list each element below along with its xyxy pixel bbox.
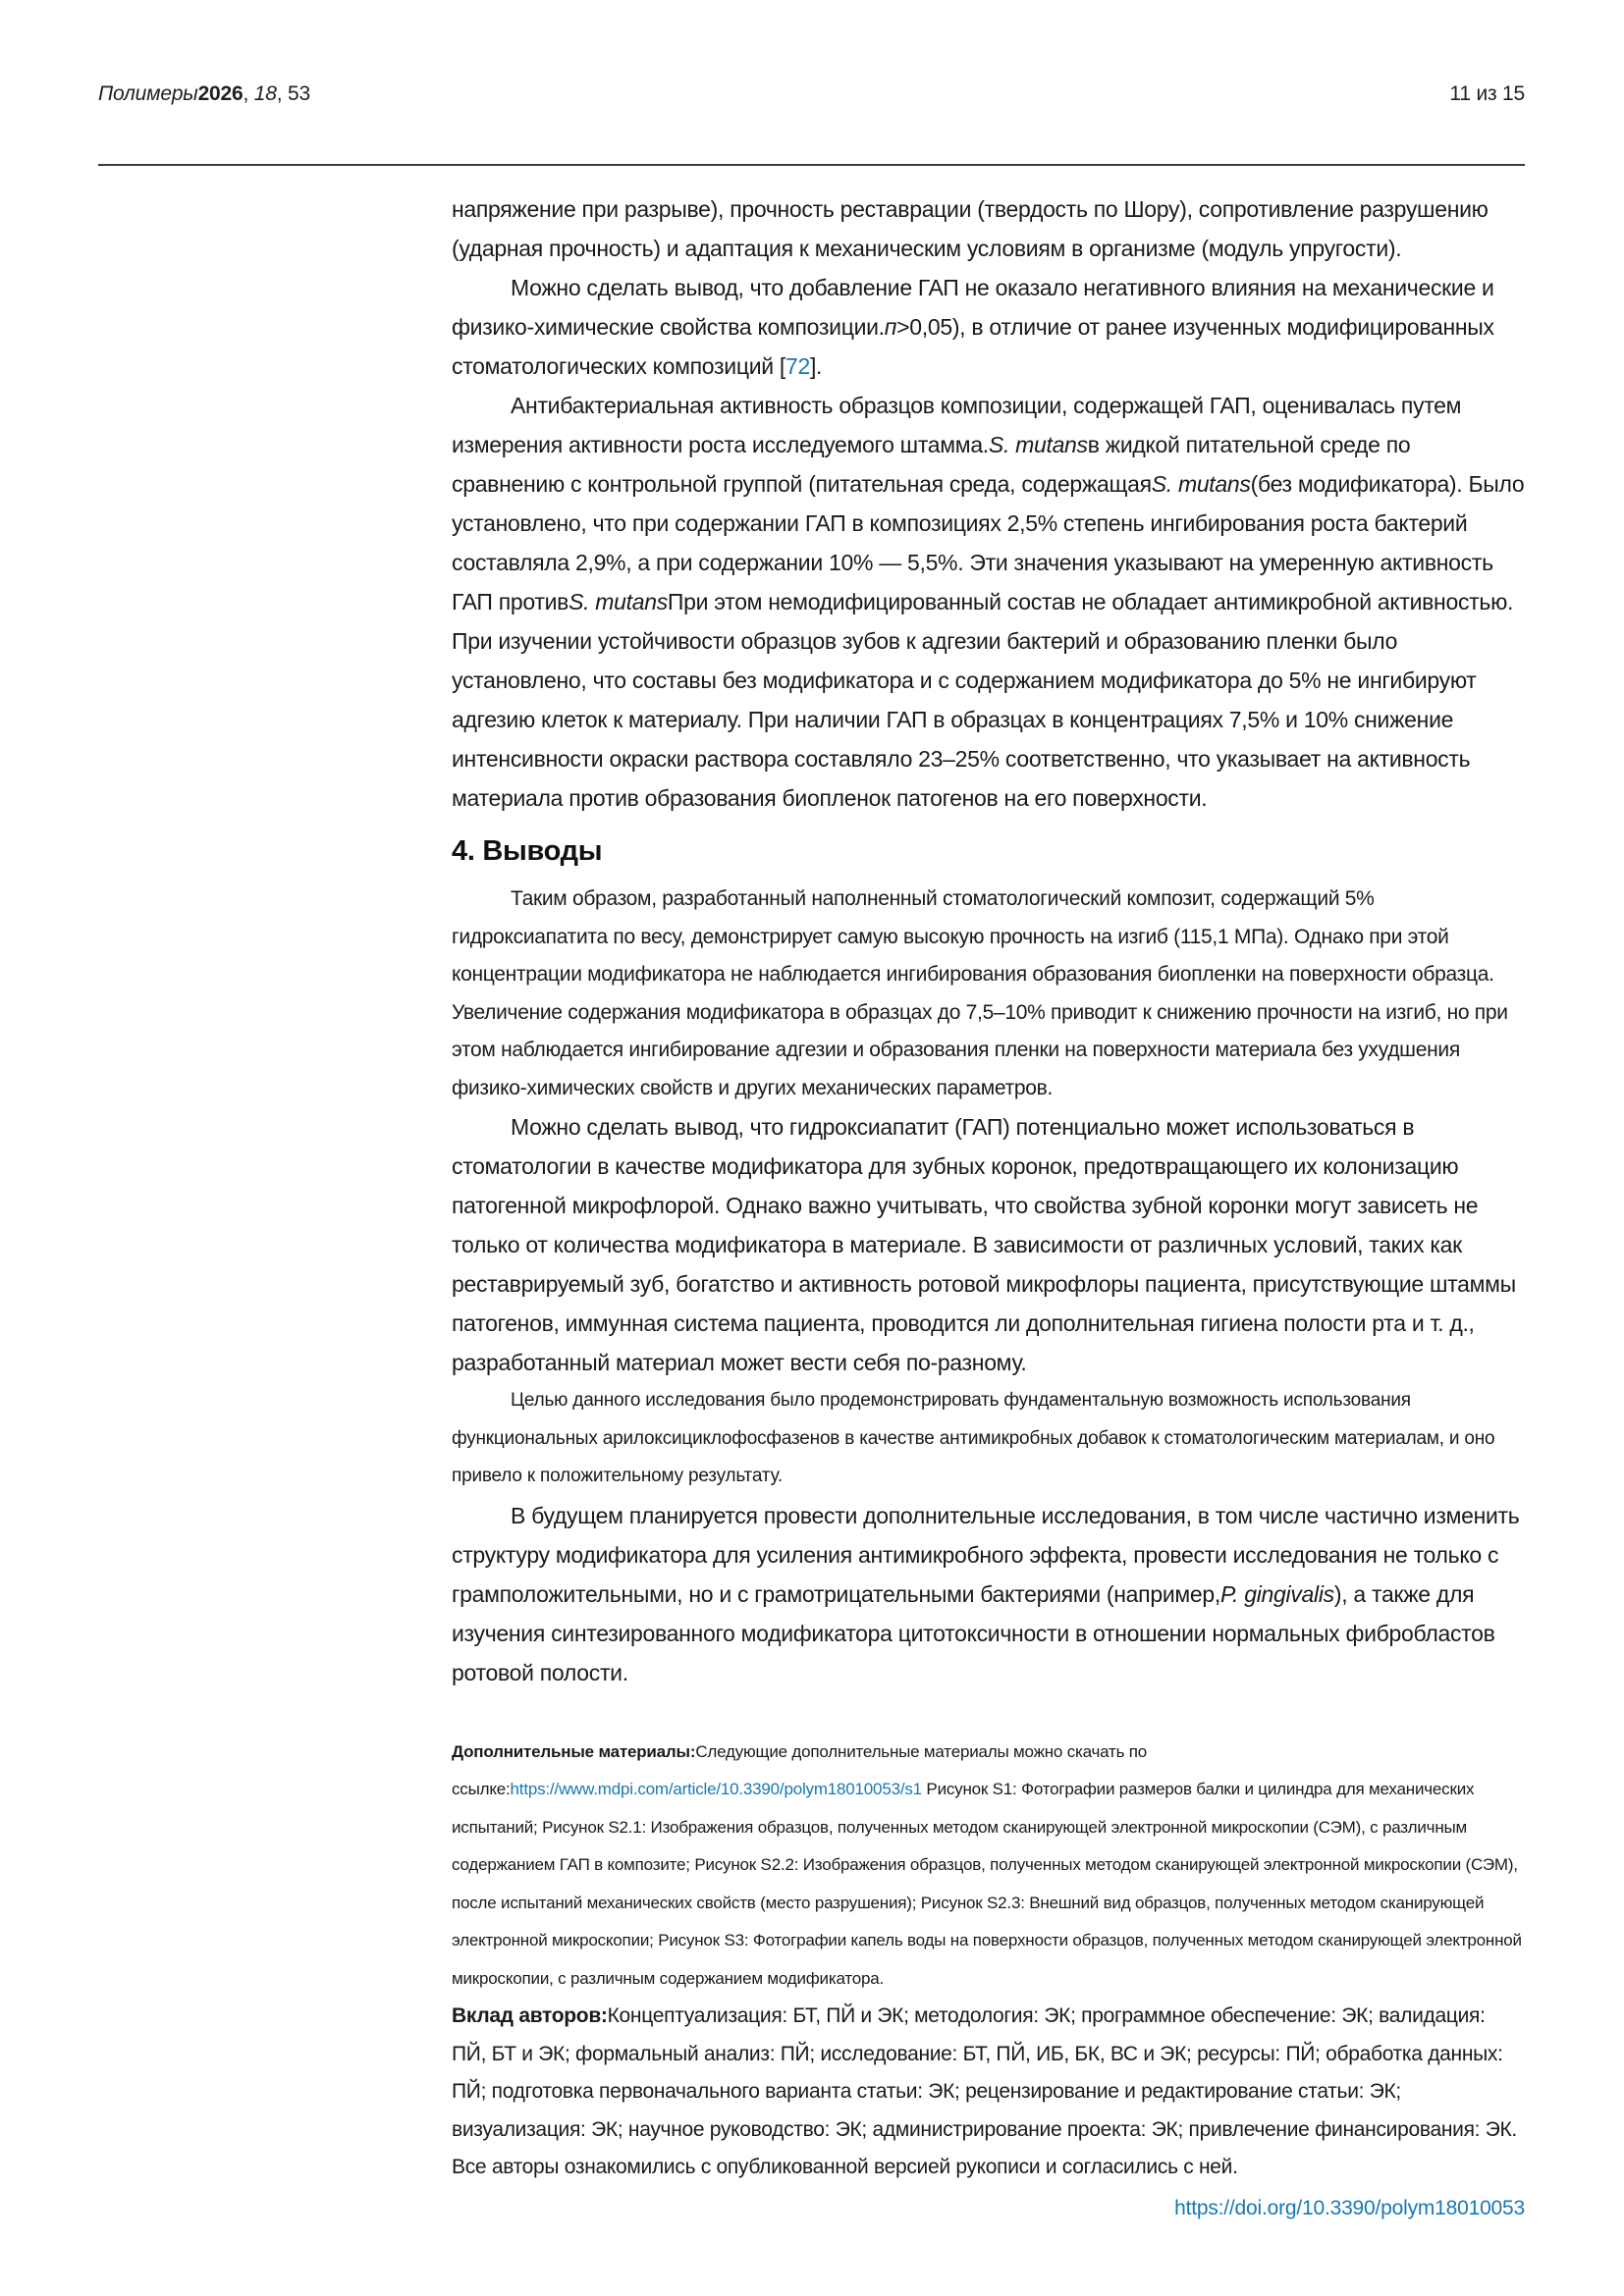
supplementary-materials-link[interactable]: https://www.mdpi.com/article/10.3390/polym18010053/s1 — [510, 1780, 922, 1798]
citation-separator: , — [243, 82, 254, 105]
journal-volume: 18 — [253, 82, 277, 105]
section-heading-conclusions: 4. Выводы — [452, 835, 603, 867]
supplementary-materials-section: Дополнительные материалы:Следующие дополнительные материалы можно скачать по ссылке:https://www.mdpi.com/article/10.3390/polym18010053/s1 Рисунок S1: Фотографии размеров балки и цилиндра для механических испытаний; Рисунок S2.1: Изображения образцов, полученных методом сканирующей электронной микроскопии (СЭМ), с различным содержанием ГАП в композите; Рисунок S2.2: Изображения образцов, полученных методом сканирующей электронной микроскопии (СЭМ), после испытаний механических свойств (место разрушения); Рисунок S2.3: Внешний вид образцов, полученных методом сканирующей электронной микроскопии; Рисунок S3: Фотографии капель воды на поверхности образцов, полученных методом сканирующей электронной микроскопии, с различным содержанием модификатора. — [452, 1741, 1522, 1988]
paragraph-study-goal: Целью данного исследования было продемонстрировать фундаментальную возможность использования функциональных арилоксициклофосфазенов в качестве антимикробных добавок к стоматологическим материалам, и оно привело к положительному результату. — [452, 1390, 1495, 1486]
article-body — [452, 189, 1525, 2187]
paragraph-conclusion-dental-crowns: Можно сделать вывод, что гидроксиапатит (ГАП) потенциально может использоваться в стоматологии в качестве модификатора для зубных коронок, предотвращающего их колонизацию патогенной микрофлорой. Однако важно учитывать, что свойства зубной коронки могут зависеть не только от количества модификатора в материале. В зависимости от различных условий, таких как реставрируемый зуб, богатство и активность ротовой микрофлоры пациента, присутствующие штаммы патогенов, иммунная система пациента, проводится ли дополнительная гигиена полости рта и т. д., разработанный материал может вести себя по-разному. — [452, 1114, 1516, 1375]
paragraph-future-research: В будущем планируется провести дополнительные исследования, в том числе частично изменить структуру модификатора для усиления антимикробного эффекта, провести исследования не только с грамположительными, но и с грамотрицательными бактериями (например,P. gingivalis), а также для изучения синтезированного модификатора цитотоксичности в отношении нормальных фибробластов ротовой полости. — [452, 1502, 1520, 1685]
paragraph-conclusion-flexural-strength: Таким образом, разработанный наполненный стоматологический композит, содержащий 5% гидроксиапатита по весу, демонстрирует самую высокую прочность на изгиб (115,1 МПа). Однако при этой концентрации модификатора не наблюдается ингибирования образования биопленки на поверхности образца. Увеличение содержания модификатора в образцах до 7,5–10% приводит к снижению прочности на изгиб, но при этом наблюдается ингибирование адгезии и образования пленки на поверхности материала без ухудшения физико-химических свойств и других механических параметров. — [452, 887, 1508, 1099]
journal-citation — [98, 82, 310, 106]
paragraph-mechanical-properties: напряжение при разрыве), прочность реставрации (твердость по Шору), сопротивление разрушению (ударная прочность) и адаптация к механическим условиям в организме (модуль упругости). — [452, 196, 1489, 261]
page-indicator: 11 из 15 — [1449, 82, 1525, 105]
species-p-gingivalis: P. gingivalis — [1219, 1580, 1334, 1607]
author-contributions-section: Вклад авторов:Концептуализация: БТ, ПЙ и ЭК; методология: ЭК; программное обеспечение: ЭК; валидация: ПЙ, БТ и ЭК; формальный анализ: ПЙ; исследование: БТ, ПЙ, ИБ, БК, ВС и ЭК; ресурсы: ПЙ; обработка данных: ПЙ; подготовка первоначального варианта статьи: ЭК; рецензирование и редактирование статьи: ЭК; визуализация: ЭК; научное руководство: ЭК; администрирование проекта: ЭК; привлечение финансирования: ЭК. Все авторы ознакомились с опубликованной версией рукописи и согласились с ней. — [452, 2004, 1517, 2178]
journal-article-number: , 53 — [276, 82, 310, 105]
journal-name: Полимеры — [98, 82, 198, 105]
species-s-mutans: S. mutans — [568, 589, 668, 614]
supplementary-materials-label: Дополнительные материалы: — [452, 1741, 696, 1761]
p-value-symbol: п — [884, 314, 897, 340]
journal-year: 2026 — [197, 82, 244, 105]
header-rule — [98, 164, 1525, 166]
paragraph-hap-conclusion: Можно сделать вывод, что добавление ГАП не оказало негативного влияния на механические и физико-химические свойства композиции.п>0,05), в отличие от ранее изученных модифицированных стоматологических композиций [72]. — [452, 275, 1494, 379]
running-header — [98, 82, 1525, 106]
author-contributions-label: Вклад авторов: — [452, 2004, 608, 2027]
paragraph-antibacterial-activity: Антибактериальная активность образцов композиции, содержащей ГАП, оценивалась путем измерения активности роста исследуемого штамма.S. mutansв жидкой питательной среде по сравнению с контрольной группой (питательная среда, содержащаяS. mutans(без модификатора). Было установлено, что при содержании ГАП в композициях 2,5% степень ингибирования роста бактерий составляла 2,9%, а при содержании 10% — 5,5%. Эти значения указывают на умеренную активность ГАП противS. mutansПри этом немодифицированный состав не обладает антимикробной активностью. При изучении устойчивости образцов зубов к адгезии бактерий и образованию пленки было установлено, что составы без модификатора и с содержанием модификатора до 5% не ингибируют адгезию клеток к материалу. При наличии ГАП в образцах в концентрациях 7,5% и 10% снижение интенсивности окраски раствора составляло 23–25% соответственно, что указывает на активность материала против образования биопленок патогенов на его поверхности. — [452, 393, 1525, 811]
citation-72-link[interactable]: 72 — [785, 353, 810, 379]
species-s-mutans: S. mutans — [988, 432, 1088, 457]
species-s-mutans: S. mutans — [1151, 471, 1251, 497]
doi-link[interactable]: https://doi.org/10.3390/polym18010053 — [1174, 2197, 1525, 2219]
